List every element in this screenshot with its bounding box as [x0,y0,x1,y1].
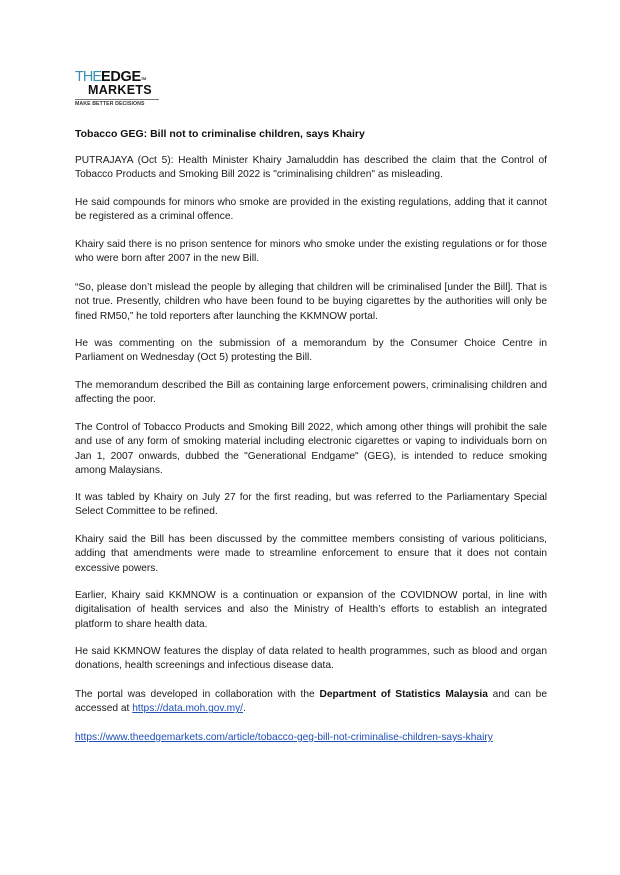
article-paragraph: Earlier, Khairy said KKMNOW is a continuation or expansion of the COVIDNOW portal, in line with digitalisation of health services and also the Ministry of Health’s efforts to establish an integrated platform to share health data. [75,590,547,630]
article-paragraph: He was commenting on the submission of a memorandum by the Consumer Choice Centre in Parliament on Wednesday (Oct 5) protesting the Bill. [75,338,547,364]
article-headline: Tobacco GEG: Bill not to criminalise children, says Khairy [75,128,365,140]
article-paragraph: The Control of Tobacco Products and Smoking Bill 2022, which among other things will prohibit the sale and use of any form of smoking material including electronic cigarettes or vaping to individuals born on Jan 1, 2007 onwards, dubbed the "Generational Endgame" (GEG), is intended to reduce smoking among Malaysians. [75,422,547,477]
logo-markets: MARKETS [88,83,152,97]
logo-the: THE [75,69,101,85]
article-paragraph: Khairy said there is no prison sentence for minors who smoke under the existing regulations or for those who were born after 2007 in the new Bill. [75,239,547,265]
moh-data-portal-link[interactable]: https://data.moh.gov.my/ [132,703,243,715]
article-paragraph: “So, please don’t mislead the people by alleging that children will be criminalised [under the Bill]. That is not true. Presently, children who have been found to be buying cigarettes by the authorities will only be fined RM50,” he told reporters after launching the KKMNOW portal. [75,282,547,322]
the-edge-markets-logo [75,70,165,112]
logo-tagline: MAKE BETTER DECISIONS [75,101,145,107]
final-paragraph-end: . [243,703,246,715]
article-paragraph: He said KKMNOW features the display of data related to health programmes, such as blood and organ donations, health screenings and infectious disease data. [75,646,547,672]
final-paragraph-text: The portal was developed in collaboration with the [75,689,320,700]
article-paragraph: It was tabled by Khairy on July 27 for the first reading, but was referred to the Parliamentary Special Select Committee to be refined. [75,492,547,518]
article-paragraph: He said compounds for minors who smoke are provided in the existing regulations, adding that it cannot be registered as a criminal offence. [75,197,547,223]
logo-trademark: TM [140,76,147,81]
article-paragraph: The memorandum described the Bill as containing large enforcement powers, criminalising children and affecting the poor. [75,380,547,406]
logo-edge: EDGE [101,69,141,85]
final-paragraph-text: and can be accessed at [75,689,547,715]
source-url-container [75,731,493,745]
source-article-link[interactable]: https://www.theedgemarkets.com/article/tobacco-geg-bill-not-criminalise-children-says-khairy [75,732,493,743]
department-of-statistics-name: Department of Statistics Malaysia [319,689,488,700]
article-paragraph: Khairy said the Bill has been discussed by the committee members consisting of various politicians, adding that amendments were made to streamline enforcement to ensure that it does not contain excessive powers. [75,534,547,574]
logo-divider [75,99,159,100]
article-paragraph: PUTRAJAYA (Oct 5): Health Minister Khairy Jamaluddin has described the claim that the Control of Tobacco Products and Smoking Bill 2022 is "criminalising children" as misleading. [75,155,547,181]
article-final-paragraph [75,688,547,717]
